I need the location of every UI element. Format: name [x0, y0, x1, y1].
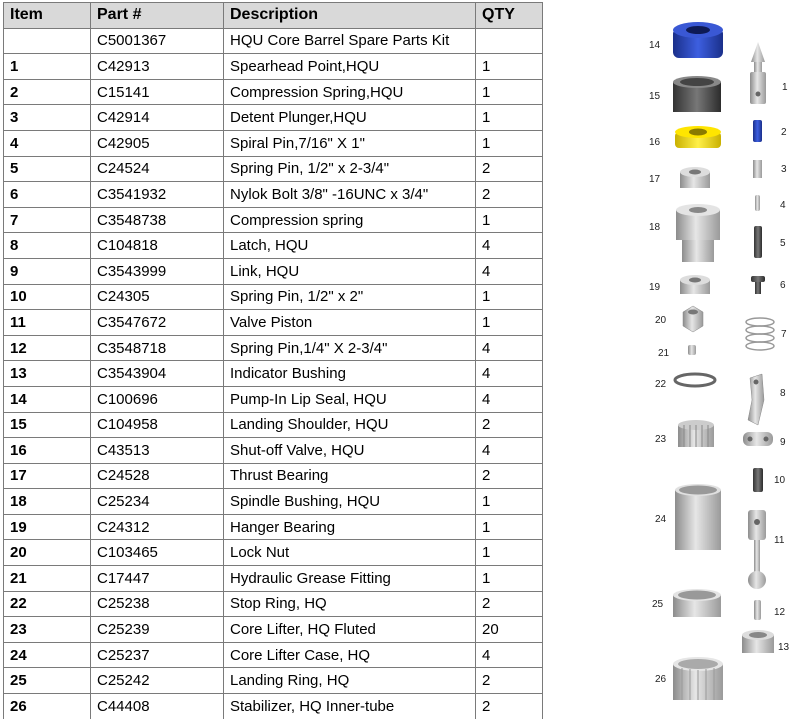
qty-cell — [476, 28, 543, 54]
part-number-cell: C5001367 — [91, 28, 224, 54]
part-number-cell: C24305 — [91, 284, 224, 310]
qty-cell: 4 — [476, 642, 543, 668]
header-item: Item — [4, 3, 91, 29]
part-number-cell: C42913 — [91, 54, 224, 80]
item-cell: 5 — [4, 156, 91, 182]
table-row — [4, 28, 543, 54]
callout-22: 22 — [655, 379, 667, 390]
callout-23: 23 — [655, 434, 667, 445]
description-cell: Latch, HQU — [224, 233, 476, 259]
part-number-cell: C104958 — [91, 412, 224, 438]
table-row — [4, 105, 543, 131]
qty-cell: 2 — [476, 412, 543, 438]
callout-16: 16 — [649, 137, 661, 148]
header-qty: QTY — [476, 3, 543, 29]
part-number-cell: C25238 — [91, 591, 224, 617]
qty-cell: 1 — [476, 79, 543, 105]
part-9-link — [743, 432, 773, 446]
qty-cell: 2 — [476, 668, 543, 694]
qty-cell: 4 — [476, 233, 543, 259]
description-cell: Stabilizer, HQ Inner-tube — [224, 694, 476, 719]
part-number-cell: C44408 — [91, 694, 224, 719]
part-24-core-lifter-case — [675, 484, 721, 550]
item-cell — [4, 28, 91, 54]
item-cell: 16 — [4, 438, 91, 464]
part-1-spearhead-point — [750, 42, 766, 104]
table-row — [4, 156, 543, 182]
qty-cell: 1 — [476, 310, 543, 336]
table-row — [4, 233, 543, 259]
table-row — [4, 412, 543, 438]
description-cell: Indicator Bushing — [224, 361, 476, 387]
part-number-cell: C24524 — [91, 156, 224, 182]
table-row — [4, 438, 543, 464]
table-row — [4, 182, 543, 208]
part-14-lip-seal — [673, 22, 723, 58]
description-cell: Thrust Bearing — [224, 463, 476, 489]
part-number-cell: C25239 — [91, 617, 224, 643]
description-cell: Compression spring — [224, 207, 476, 233]
exploded-parts-diagram — [640, 0, 800, 719]
part-number-cell: C42905 — [91, 130, 224, 156]
qty-cell: 4 — [476, 386, 543, 412]
callout-5: 5 — [780, 238, 786, 249]
item-cell: 2 — [4, 79, 91, 105]
item-cell: 20 — [4, 540, 91, 566]
item-cell: 24 — [4, 642, 91, 668]
item-cell: 12 — [4, 335, 91, 361]
description-cell: Landing Ring, HQ — [224, 668, 476, 694]
item-cell: 9 — [4, 258, 91, 284]
item-cell: 7 — [4, 207, 91, 233]
table-row — [4, 207, 543, 233]
callout-7: 7 — [781, 329, 787, 340]
part-number-cell: C104818 — [91, 233, 224, 259]
qty-cell: 20 — [476, 617, 543, 643]
part-22-stop-ring — [675, 374, 715, 386]
part-13-indicator-bushing — [742, 630, 774, 653]
part-6-nylok-bolt — [751, 276, 765, 294]
item-cell: 21 — [4, 566, 91, 592]
qty-cell: 4 — [476, 258, 543, 284]
description-cell: Spearhead Point,HQU — [224, 54, 476, 80]
part-number-cell: C103465 — [91, 540, 224, 566]
part-number-cell: C3541932 — [91, 182, 224, 208]
part-18-spindle-bushing — [676, 204, 720, 262]
part-number-cell: C25234 — [91, 489, 224, 515]
qty-cell: 1 — [476, 284, 543, 310]
part-number-cell: C3548718 — [91, 335, 224, 361]
part-8-latch — [748, 374, 764, 425]
part-12-spring-pin — [754, 600, 761, 620]
description-cell: Pump-In Lip Seal, HQU — [224, 386, 476, 412]
part-number-cell: C15141 — [91, 79, 224, 105]
part-number-cell: C17447 — [91, 566, 224, 592]
table-row — [4, 54, 543, 80]
description-cell: Landing Shoulder, HQU — [224, 412, 476, 438]
part-number-cell: C24528 — [91, 463, 224, 489]
qty-cell: 1 — [476, 566, 543, 592]
description-cell: Shut-off Valve, HQU — [224, 438, 476, 464]
description-cell: Spindle Bushing, HQU — [224, 489, 476, 515]
part-16-shutoff-valve — [675, 126, 721, 148]
part-number-cell: C42914 — [91, 105, 224, 131]
qty-cell: 2 — [476, 156, 543, 182]
qty-cell: 2 — [476, 182, 543, 208]
qty-cell: 2 — [476, 463, 543, 489]
callout-6: 6 — [780, 280, 786, 291]
part-21-grease-fitting — [688, 345, 696, 355]
callout-10: 10 — [774, 475, 786, 486]
part-number-cell: C3547672 — [91, 310, 224, 336]
table-row — [4, 463, 543, 489]
part-3-detent-plunger — [753, 160, 762, 178]
callout-17: 17 — [649, 174, 661, 185]
table-row — [4, 130, 543, 156]
callout-11: 11 — [774, 535, 785, 546]
item-cell: 10 — [4, 284, 91, 310]
qty-cell: 2 — [476, 694, 543, 719]
description-cell: HQU Core Barrel Spare Parts Kit — [224, 28, 476, 54]
item-cell: 1 — [4, 54, 91, 80]
callout-13: 13 — [778, 642, 790, 653]
callout-12: 12 — [774, 607, 786, 618]
item-cell: 3 — [4, 105, 91, 131]
item-cell: 23 — [4, 617, 91, 643]
item-cell: 15 — [4, 412, 91, 438]
description-cell: Hanger Bearing — [224, 514, 476, 540]
callout-24: 24 — [655, 514, 667, 525]
part-number-cell: C3548738 — [91, 207, 224, 233]
part-number-cell: C3543999 — [91, 258, 224, 284]
callout-9: 9 — [780, 437, 786, 448]
table-row — [4, 79, 543, 105]
callout-25: 25 — [652, 599, 664, 610]
item-cell: 26 — [4, 694, 91, 719]
description-cell: Core Lifter, HQ Fluted — [224, 617, 476, 643]
part-4-spiral-pin — [755, 195, 760, 211]
item-cell: 8 — [4, 233, 91, 259]
qty-cell: 2 — [476, 591, 543, 617]
description-cell: Valve Piston — [224, 310, 476, 336]
table-row — [4, 694, 543, 719]
description-cell: Hydraulic Grease Fitting — [224, 566, 476, 592]
description-cell: Lock Nut — [224, 540, 476, 566]
table-row — [4, 617, 543, 643]
description-cell: Compression Spring,HQU — [224, 79, 476, 105]
qty-cell: 1 — [476, 489, 543, 515]
table-row — [4, 284, 543, 310]
header-part-number: Part # — [91, 3, 224, 29]
table-row — [4, 540, 543, 566]
item-cell: 14 — [4, 386, 91, 412]
callout-3: 3 — [781, 164, 787, 175]
part-2-compression-spring — [753, 120, 762, 142]
table-row — [4, 361, 543, 387]
table-row — [4, 335, 543, 361]
part-number-cell: C3543904 — [91, 361, 224, 387]
callout-18: 18 — [649, 222, 661, 233]
qty-cell: 1 — [476, 207, 543, 233]
part-25-landing-ring — [673, 589, 721, 617]
item-cell: 11 — [4, 310, 91, 336]
description-cell: Stop Ring, HQ — [224, 591, 476, 617]
parts-table — [3, 2, 543, 719]
part-17-thrust-bearing — [680, 167, 710, 188]
description-cell: Link, HQU — [224, 258, 476, 284]
table-row — [4, 642, 543, 668]
header-description: Description — [224, 3, 476, 29]
item-cell: 4 — [4, 130, 91, 156]
qty-cell: 1 — [476, 54, 543, 80]
description-cell: Spiral Pin,7/16" X 1" — [224, 130, 476, 156]
part-20-lock-nut — [683, 306, 703, 332]
callout-2: 2 — [781, 127, 787, 138]
callout-15: 15 — [649, 91, 661, 102]
part-number-cell: C43513 — [91, 438, 224, 464]
callout-20: 20 — [655, 315, 667, 326]
callout-19: 19 — [649, 282, 661, 293]
callout-14: 14 — [649, 40, 661, 51]
table-row — [4, 310, 543, 336]
table-row — [4, 591, 543, 617]
table-row — [4, 566, 543, 592]
part-10-spring-pin — [753, 468, 763, 492]
part-11-valve-piston — [748, 510, 766, 589]
item-cell: 19 — [4, 514, 91, 540]
item-cell: 13 — [4, 361, 91, 387]
description-cell: Nylok Bolt 3/8" -16UNC x 3/4" — [224, 182, 476, 208]
description-cell: Spring Pin,1/4" X 2-3/4" — [224, 335, 476, 361]
qty-cell: 4 — [476, 335, 543, 361]
description-cell: Spring Pin, 1/2" x 2-3/4" — [224, 156, 476, 182]
part-number-cell: C25242 — [91, 668, 224, 694]
item-cell: 22 — [4, 591, 91, 617]
table-header-row — [4, 3, 543, 29]
part-23-core-lifter — [678, 420, 714, 447]
description-cell: Spring Pin, 1/2" x 2" — [224, 284, 476, 310]
part-number-cell: C24312 — [91, 514, 224, 540]
item-cell: 18 — [4, 489, 91, 515]
qty-cell: 4 — [476, 438, 543, 464]
part-26-stabilizer — [673, 657, 723, 700]
part-5-spring-pin — [754, 226, 762, 258]
table-row — [4, 386, 543, 412]
table-row — [4, 514, 543, 540]
qty-cell: 4 — [476, 361, 543, 387]
callout-26: 26 — [655, 674, 667, 685]
table-row — [4, 258, 543, 284]
part-number-cell: C100696 — [91, 386, 224, 412]
part-19-hanger-bearing — [680, 275, 710, 294]
item-cell: 25 — [4, 668, 91, 694]
part-15-landing-shoulder — [673, 76, 721, 112]
callout-8: 8 — [780, 388, 786, 399]
qty-cell: 1 — [476, 130, 543, 156]
callout-21: 21 — [658, 348, 670, 359]
table-row — [4, 489, 543, 515]
part-number-cell: C25237 — [91, 642, 224, 668]
qty-cell: 1 — [476, 540, 543, 566]
part-7-compression-spring-coil — [746, 318, 774, 350]
qty-cell: 1 — [476, 514, 543, 540]
callout-4: 4 — [780, 200, 786, 211]
item-cell: 17 — [4, 463, 91, 489]
description-cell: Core Lifter Case, HQ — [224, 642, 476, 668]
table-row — [4, 668, 543, 694]
item-cell: 6 — [4, 182, 91, 208]
callout-1: 1 — [782, 82, 788, 93]
description-cell: Detent Plunger,HQU — [224, 105, 476, 131]
qty-cell: 1 — [476, 105, 543, 131]
